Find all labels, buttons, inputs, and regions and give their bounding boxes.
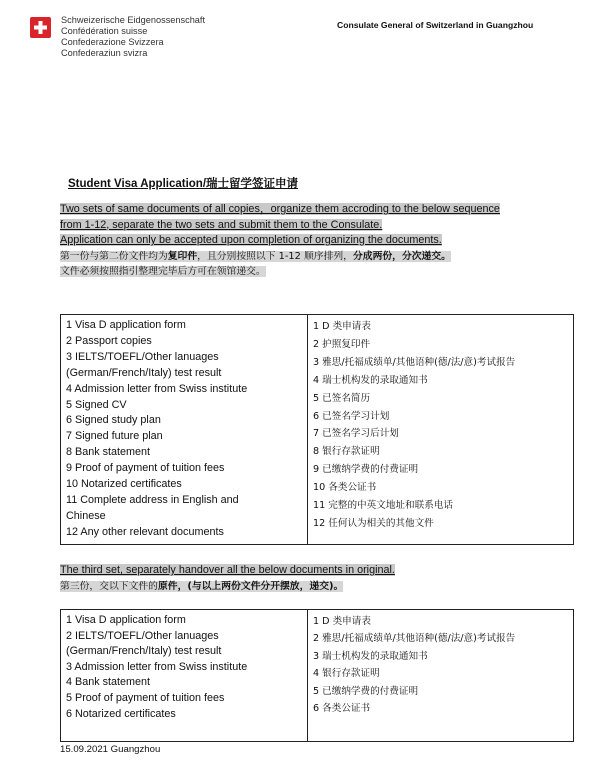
intro-cn-split: 分成两份，分次递交。 — [352, 250, 451, 262]
originals-item: 5 Proof of payment of tuition fees — [66, 691, 225, 704]
copies-item: 2 Passport copies — [66, 334, 152, 347]
intro-line-1: Two sets of same documents of all copies，organize them accroding to the below sequence — [60, 203, 500, 215]
copies-item: Chinese — [66, 509, 106, 522]
confederation-name-de: Schweizerische Eidgenossenschaft — [61, 15, 206, 25]
confederation-names — [61, 15, 205, 59]
originals-item-cn: 2 雅思/托福成绩单/其他语种(德/法/意)考试报告 — [313, 633, 516, 645]
copies-item-cn: 10 各类公证书 — [313, 482, 377, 494]
copies-item: 3 IELTS/TOEFL/Other lanuages — [66, 350, 219, 363]
copies-item: 10 Notarized certificates — [66, 478, 182, 491]
originals-item: 2 IELTS/TOEFL/Other lanuages — [66, 629, 219, 642]
copies-item: 1 Visa D application form — [66, 319, 186, 331]
swiss-cross-icon — [30, 17, 51, 38]
third-set-cn-originals: 原件 — [157, 580, 178, 592]
intro-instructions — [60, 202, 500, 280]
copies-item-cn: 1 D 类申请表 — [313, 321, 371, 332]
copies-item: 6 Signed study plan — [66, 414, 161, 427]
copies-item-cn: 4 瑞士机构发的录取通知书 — [313, 374, 428, 386]
originals-item: 1 Visa D application form — [66, 614, 186, 626]
copies-item: 11 Complete address in English and — [66, 493, 239, 506]
copies-item-cn: 5 已签名简历 — [313, 392, 371, 404]
originals-item: 3 Admission letter from Swiss institute — [66, 660, 248, 673]
consulate-header: Consulate General of Switzerland in Guangzhou — [337, 20, 534, 30]
copies-item: 7 Signed future plan — [66, 430, 163, 443]
confederation-name-it: Confederazione Svizzera — [61, 37, 164, 47]
originals-item-cn: 1 D 类申请表 — [313, 616, 371, 627]
originals-chinese-column — [308, 610, 574, 742]
copies-item: 8 Bank statement — [66, 446, 151, 459]
copies-item-cn: 11 完整的中英文地址和联系电话 — [313, 500, 453, 512]
originals-english-column — [61, 610, 308, 742]
page-title: Student Visa Application/瑞士留学签证申请 — [68, 178, 299, 190]
intro-line-2: from 1-12, separate the two sets and submit them to the Consulate. — [60, 218, 383, 231]
intro-cn-copies: 复印件 — [167, 250, 198, 262]
copies-item-cn: 7 已签名学习后计划 — [313, 428, 399, 440]
copies-item: 9 Proof of payment of tuition fees — [66, 462, 225, 475]
copies-item: 12 Any other relevant documents — [66, 525, 224, 538]
third-set-en: The third set, separately handover all the below documents in original. — [60, 564, 395, 576]
copies-item-cn: 3 雅思/托福成绩单/其他语种(德/法/意)考试报告 — [313, 356, 516, 368]
originals-item: 6 Notarized certificates — [66, 707, 176, 720]
originals-item-cn: 4 银行存款证明 — [313, 668, 380, 680]
intro-line-3: Application can only be accepted upon completion of organizing the documents. — [60, 234, 442, 246]
copies-item-cn: 12 任何认为相关的其他文件 — [313, 517, 434, 529]
copies-item-cn: 6 已签名学习计划 — [313, 410, 390, 422]
originals-item: (German/French/Italy) test result — [66, 645, 222, 658]
copies-item: 4 Admission letter from Swiss institute — [66, 382, 248, 395]
copies-item-cn: 2 护照复印件 — [313, 338, 371, 350]
intro-cn-line-2: 文件必须按照指引整理完毕后方可在领馆递交。 — [60, 266, 266, 277]
copies-table — [60, 314, 574, 545]
originals-item: 4 Bank statement — [66, 676, 151, 689]
originals-item-cn: 6 各类公证书 — [313, 703, 371, 715]
originals-table — [60, 609, 574, 742]
copies-english-column — [61, 315, 308, 545]
confederation-name-rm: Confederaziun svizra — [61, 48, 148, 58]
copies-item-cn: 8 银行存款证明 — [313, 446, 380, 458]
third-set-cn-c: ，(与以上两份文件分开摆放，递交)。 — [177, 580, 344, 592]
third-set-instructions — [60, 563, 395, 594]
intro-cn-line-1a: 第一份与第二份文件均为 — [60, 250, 168, 262]
copies-item-cn: 9 已缴纳学费的付费证明 — [313, 464, 419, 476]
originals-item-cn: 5 已缴纳学费的付费证明 — [313, 685, 419, 697]
document-date: 15.09.2021 Guangzhou — [60, 744, 161, 755]
copies-item: 5 Signed CV — [66, 398, 127, 411]
copies-item: (German/French/Italy) test result — [66, 366, 222, 379]
originals-item-cn: 3 瑞士机构发的录取通知书 — [313, 650, 428, 662]
intro-cn-line-1c: ，且分别按照以下 1-12 顺序排列， — [197, 250, 353, 262]
third-set-cn-a: 第三份，交以下文件的 — [60, 580, 158, 592]
originals-item-spacer — [66, 722, 302, 738]
copies-chinese-column — [308, 315, 574, 545]
confederation-name-fr: Confédération suisse — [61, 26, 148, 36]
swiss-flag-logo — [30, 17, 51, 38]
